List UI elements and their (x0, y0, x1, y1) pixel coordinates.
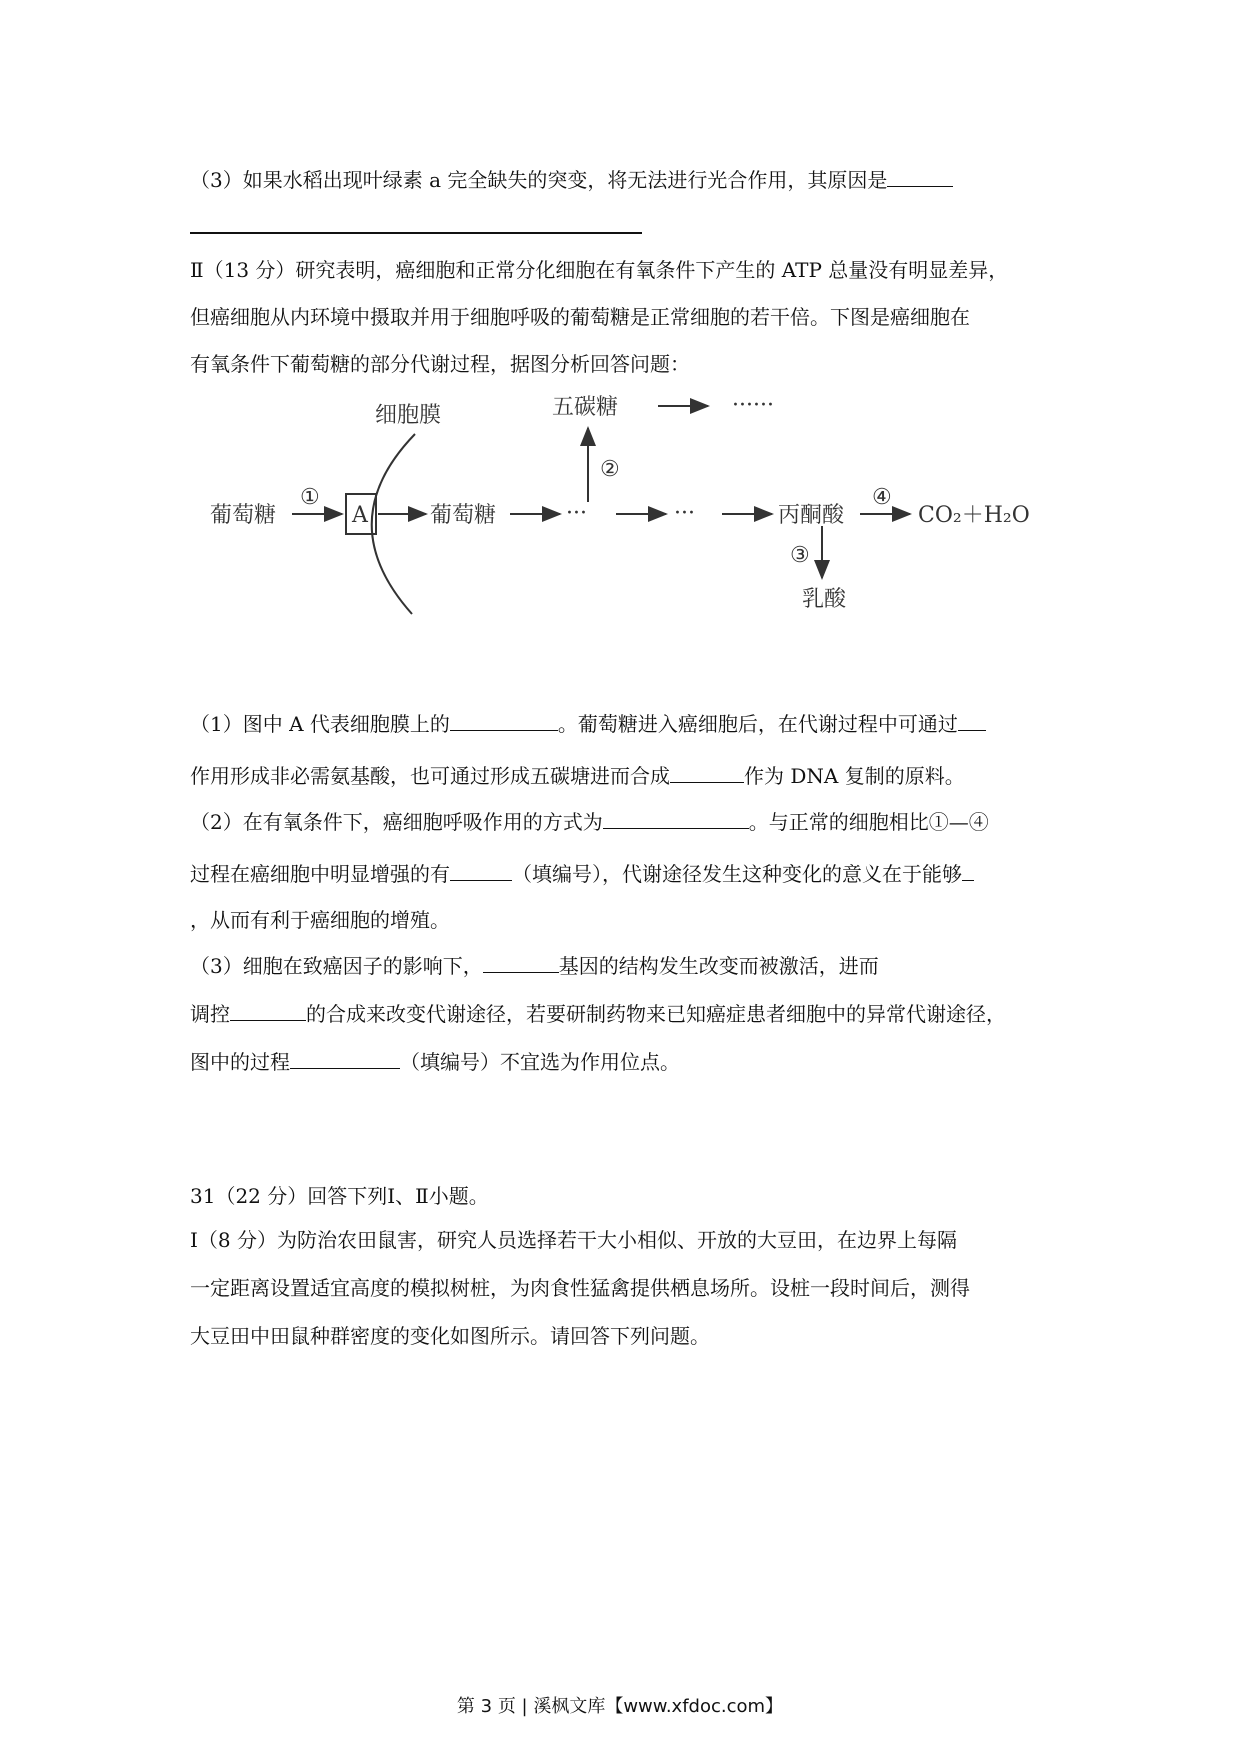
answer-blank (450, 710, 558, 731)
answer-blank (230, 1000, 306, 1021)
answer-blank (887, 166, 953, 187)
q3-text-f: （填编号）不宜选为作用位点。 (400, 1050, 680, 1074)
membrane-label: 细胞膜 (375, 403, 442, 428)
q3-line-2 (190, 1000, 1006, 1028)
step-1-label: ① (300, 485, 320, 510)
pentose-continuation: ······ (732, 393, 774, 418)
q2-text-a: （2）在有氧条件下，癌细胞呼吸作用的方式为 (190, 810, 603, 834)
q2-text-b: 。与正常的细胞相比①—④ (748, 810, 989, 834)
answer-blank (962, 860, 974, 881)
q3-text-c: 调控 (190, 1002, 230, 1026)
lactate-label: 乳酸 (802, 587, 847, 612)
carrier-label: A (352, 503, 368, 528)
answer-blank (958, 710, 986, 731)
part2-intro-line-2: 但癌细胞从内环境中摄取并用于细胞呼吸的葡萄糖是正常细胞的若干倍。下图是癌细胞在 (190, 305, 970, 329)
q2-line-1 (190, 808, 989, 836)
answer-blank (670, 762, 744, 783)
step-2-label: ② (600, 457, 620, 482)
q2-line-3: ，从而有利于癌细胞的增殖。 (190, 908, 450, 932)
answer-blank (290, 1048, 400, 1069)
products-label: CO₂＋H₂O (918, 503, 1030, 528)
intermediate-2: ··· (674, 501, 695, 526)
part2-intro-line-1: Ⅱ（13 分）研究表明，癌细胞和正常分化细胞在有氧条件下产生的 ATP 总量没有明显差异， (190, 258, 1009, 282)
part2-intro-line-3: 有氧条件下葡萄糖的部分代谢过程，据图分析回答问题： (190, 352, 690, 376)
answer-blank (483, 952, 559, 973)
q1-text-d: 作为 DNA 复制的原料。 (744, 764, 965, 788)
q1-text-b: 。葡萄糖进入癌细胞后，在代谢过程中可通过 (557, 712, 958, 736)
q31-para-line-1: Ⅰ（8 分）为防治农田鼠害，研究人员选择若干大小相似、开放的大豆田，在边界上每隔 (190, 1228, 957, 1252)
step-3-label: ③ (790, 543, 810, 568)
intermediate-1: ··· (566, 501, 587, 526)
cell-membrane-curve (372, 434, 415, 614)
q2-text-d: （填编号），代谢途径发生这种变化的意义在于能够 (512, 862, 962, 886)
q1-text-c: 作用形成非必需氨基酸，也可通过形成五碳塘进而合成 (190, 764, 670, 788)
q3-line-3 (190, 1048, 680, 1076)
q1-text-a: （1）图中 A 代表细胞膜上的 (190, 712, 450, 736)
q1-line-2 (190, 762, 965, 790)
metabolism-diagram (190, 392, 1090, 632)
answer-blank (603, 808, 749, 829)
q31-title: 31（22 分）回答下列Ⅰ、Ⅱ小题。 (190, 1184, 489, 1208)
q31-para-line-2: 一定距离设置适宜高度的模拟树桩，为肉食性猛禽提供栖息场所。设桩一段时间后，测得 (190, 1276, 970, 1300)
q3-text-d: 的合成来改变代谢途径，若要研制药物来已知癌症患者细胞中的异常代谢途径， (306, 1002, 1006, 1026)
q2-text-c: 过程在癌细胞中明显增强的有 (190, 862, 450, 886)
q3-line-1 (190, 952, 879, 980)
metabolism-diagram-svg (190, 392, 1090, 632)
answer-blank (450, 860, 512, 881)
pentose-label: 五碳糖 (552, 395, 619, 420)
step-4-label: ④ (872, 485, 892, 510)
glucose-inside: 葡萄糖 (430, 503, 497, 528)
q31-para-line-3: 大豆田中田鼠种群密度的变化如图所示。请回答下列问题。 (190, 1324, 710, 1348)
question-3-text: （3）如果水稻出现叶绿素 a 完全缺失的突变，将无法进行光合作用，其原因是 (190, 168, 888, 192)
page-footer: 第 3 页 | 溪枫文库【www.xfdoc.com】 (456, 1696, 784, 1717)
q3-text-a: （3）细胞在致癌因子的影响下， (190, 954, 483, 978)
q3-text-b: 基因的结构发生改变而被激活，进而 (558, 954, 879, 978)
q2-line-2 (190, 860, 974, 888)
glucose-outside: 葡萄糖 (210, 503, 277, 528)
q1-line-1 (190, 710, 986, 738)
answer-blank-line (190, 232, 642, 234)
pyruvate-label: 丙酮酸 (778, 503, 845, 528)
q3-text-e: 图中的过程 (190, 1050, 290, 1074)
question-3-line (190, 166, 953, 194)
